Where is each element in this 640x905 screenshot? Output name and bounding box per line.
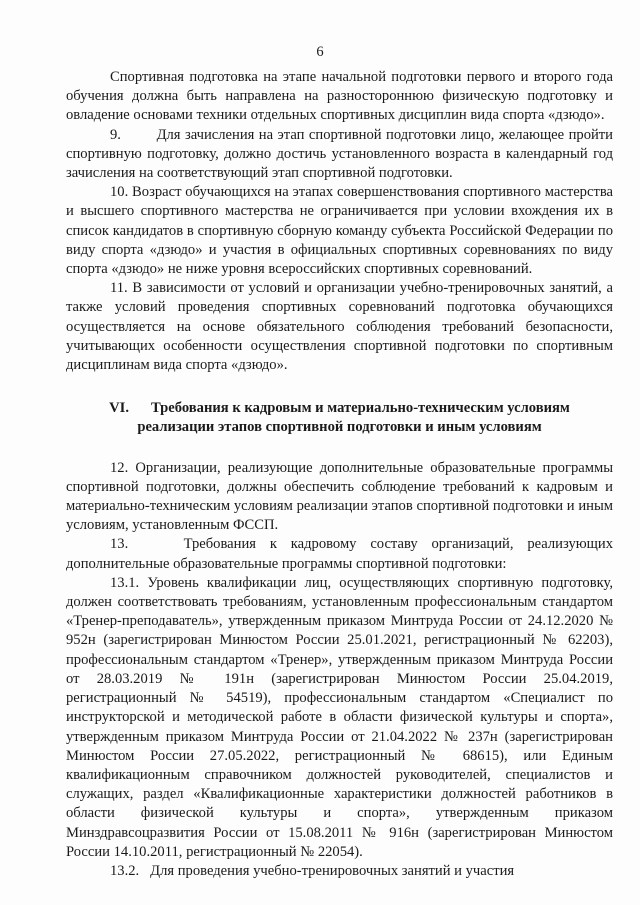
page-number: 6 bbox=[316, 44, 324, 60]
section-title-line2: реализации этапов спортивной подготовки и иным условиям bbox=[137, 419, 542, 436]
paragraph-9: 9. Для зачисления на этап спортивной подготовки лицо, желающее пройти спортивную подготовку, должно достичь установленного возраста в календарный год зачисления на соответствующий этап спортивной подготовки. bbox=[66, 126, 613, 182]
document-body bbox=[66, 68, 613, 881]
paragraph-13-1: 13.1. Уровень квалификации лиц, осуществляющих спортивную подготовку, должен соответствовать требованиям, установленным профессиональным стандартом «Тренер-преподаватель», утвержденным приказом Минтруда России от 24.12.2020 № 952н (зарегистрирован Минюстом России 25.01.2021, регистрационный № 62203), профессиональным стандартом «Тренер», утвержденным приказом Минтруда России от 28.03.2019 № 191н (зарегистрирован Минюстом России 25.04.2019, регистрационный № 54519), профессиональным стандартом «Специалист по инструкторской и методической работе в области физической культуры и спорта», утвержденным приказом Минтруда России от 21.04.2022 № 237н (зарегистрирован Минюстом России 27.05.2022, регистрационный № 68615), или Единым квалификационным справочником должностей руководителей, специалистов и служащих, раздел «Квалификационные характеристики должностей работников в области физической культуры и спорта», утвержденным приказом Минздравсоцразвития России от 15.08.2011 № 916н (зарегистрирован Минюстом России 14.10.2011, регистрационный № 22054). bbox=[66, 574, 613, 860]
section-numeral: VI. bbox=[109, 400, 129, 417]
section-heading bbox=[66, 399, 613, 437]
section-title-line1: Требования к кадровым и материально-техническим условиям bbox=[150, 400, 570, 417]
paragraph-13: 13. Требования к кадровому составу организаций, реализующих дополнительные образовательные программы спортивной подготовки: bbox=[66, 536, 613, 572]
paragraph-11: 11. В зависимости от условий и организации учебно-тренировочных занятий, а также условий проведения спортивных соревнований подготовка обучающихся осуществляется на основе обязательного соблюдения требований безопасности, учитывающих особенности осуществления спортивной подготовки по спортивным дисциплинам вида спорта «дзюдо». bbox=[66, 280, 613, 374]
paragraph-stage-initial: Спортивная подготовка на этапе начальной подготовки первого и второго года обучения должна быть направлена на разностороннюю физическую подготовку и овладение основами техники отдельных спортивных дисциплин вида спорта «дзюдо». bbox=[66, 69, 613, 124]
paragraph-10: 10. Возраст обучающихся на этапах совершенствования спортивного мастерства и высшего спортивного мастерства не ограничивается при условии вхождения их в список кандидатов в спортивную сборную команду субъекта Российской Федерации по виду спорта «дзюдо» и участия в официальных спортивных соревнованиях по виду спорта «дзюдо» не ниже уровня всероссийских спортивных соревнований. bbox=[66, 184, 613, 278]
paragraph-12: 12. Организации, реализующие дополнительные образовательные программы спортивной подготовки, должны обеспечить соблюдение требований к кадровым и материально-техническим условиям реализации этапов спортивной подготовки и иным условиям, установленным ФССП. bbox=[66, 459, 613, 534]
paragraph-13-2: 13.2. Для проведения учебно-тренировочных занятий и участия bbox=[110, 862, 515, 879]
section-heading-line1 bbox=[66, 399, 613, 418]
